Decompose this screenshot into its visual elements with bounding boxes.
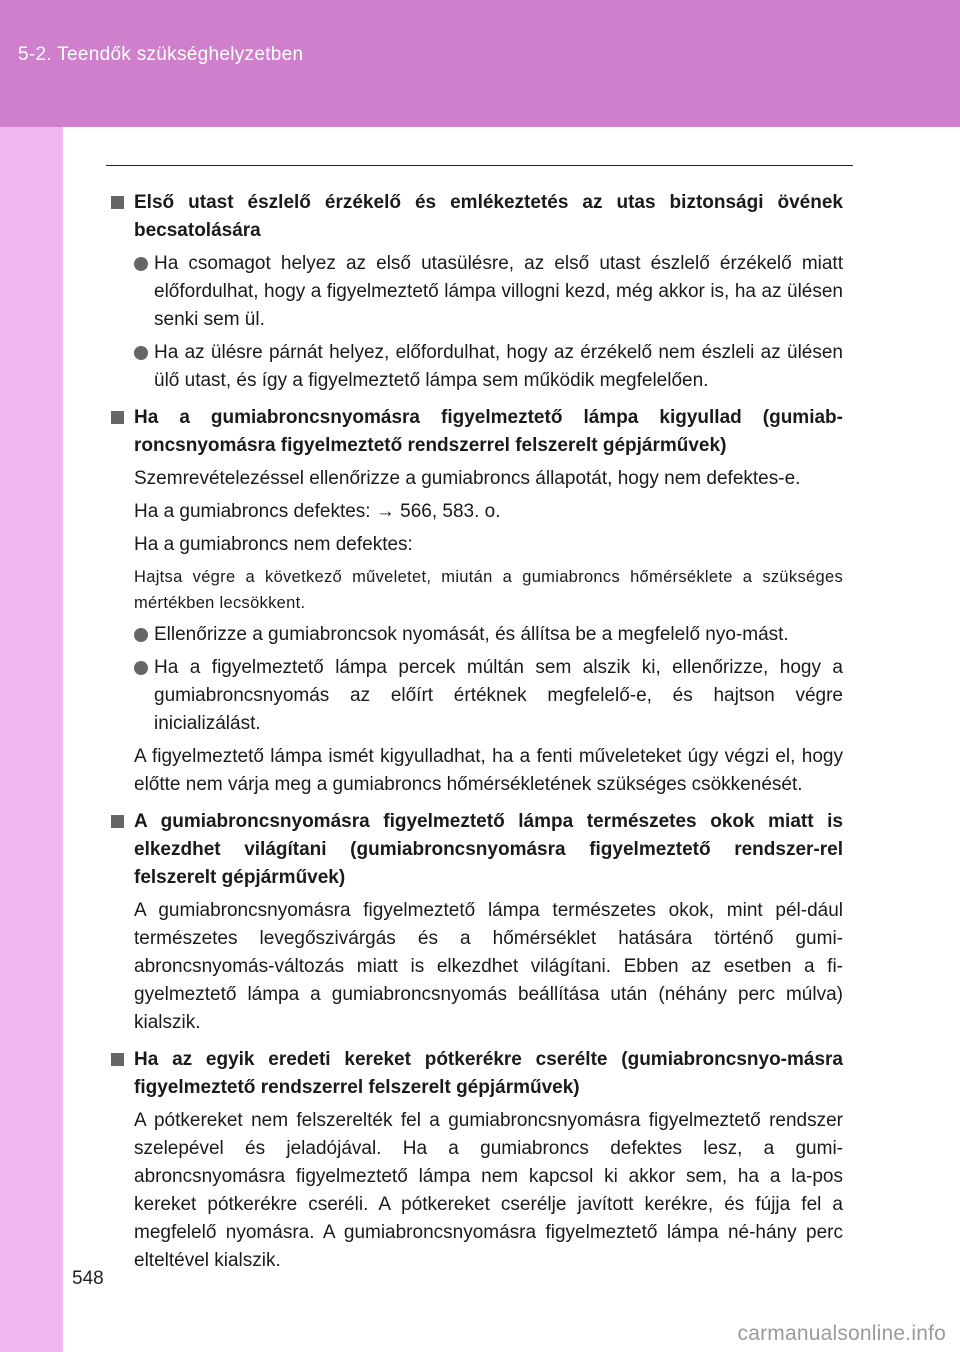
bullet-item [134,250,843,334]
bullet-text: Ha az ülésre párnát helyez, előfordulhat, hogy az érzékelő nem észleli az ülésen ülő utast, és így a figyelmeztető lámpa sem működik megfelelően. [154,342,843,391]
section-title: Ha a gumiabroncsnyomásra figyelmeztető lámpa kigyullad (gumiab-roncsnyomásra figyelmeztető rendszerrel felszerelt gépjárművek) [134,407,843,456]
round-bullet-icon [134,257,148,271]
bullet-item [134,339,843,395]
page-body [110,189,843,1284]
section-title: Ha az egyik eredeti kereket pótkerékre cserélte (gumiabroncsnyo-másra figyelmeztető rendszerrel felszerelt gépjárművek) [134,1049,843,1098]
section-title: A gumiabroncsnyomásra figyelmeztető lámpa természetes okok miatt is elkezdhet világítani (gumiabroncsnyomásra figyelmeztető rendszer-rel felszerelt gépjárművek) [134,811,843,888]
section-spare-wheel [110,1046,843,1275]
chapter-title: 5-2. Teendők szükséghelyzetben [18,44,304,65]
section-tpms-natural-causes [110,808,843,1037]
top-divider [106,165,853,166]
square-bullet-icon [111,1053,124,1066]
bullet-item [134,621,843,649]
paragraph-note: Hajtsa végre a következő műveletet, miután a gumiabroncs hőmérséklete a szükséges mértékben lecsökkent. [134,568,843,612]
bullet-text: Ellenőrizze a gumiabroncsok nyomását, és állítsa be a megfelelő nyo-mást. [154,624,789,645]
bullet-text: Ha csomagot helyez az első utasülésre, az első utast észlelő érzékelő miatt előfordulhat, hogy a figyelmeztető lámpa villogni kezd, még akkor is, ha az ülésen senki sem ül. [154,253,843,330]
square-bullet-icon [111,411,124,424]
paragraph-page-reference: Ha a gumiabroncs defektes: → 566, 583. o. [134,501,501,522]
paragraph: A figyelmeztető lámpa ismét kigyulladhat, ha a fenti műveleteket úgy végzi el, hogy előtte nem várja meg a gumiabroncs hőmérsékletének szükséges csökkenését. [134,746,843,795]
paragraph: Ha a gumiabroncs nem defektes: [134,534,413,555]
section-title: Első utast észlelő érzékelő és emlékeztetés az utas biztonsági övének becsatolására [134,192,843,241]
round-bullet-icon [134,346,148,360]
round-bullet-icon [134,661,148,675]
page-header [0,0,960,127]
section-tpms-light-on [110,404,843,799]
page-number: 548 [72,1268,104,1289]
square-bullet-icon [111,815,124,828]
section-passenger-sensor [110,189,843,395]
paragraph: Szemrevételezéssel ellenőrizze a gumiabroncs állapotát, hogy nem defektes-e. [134,468,801,489]
round-bullet-icon [134,628,148,642]
side-tab-strip [0,127,63,1352]
watermark: carmanualsonline.info [737,1322,946,1345]
bullet-text: Ha a figyelmeztető lámpa percek múltán sem alszik ki, ellenőrizze, hogy a gumiabroncsnyomás az előírt értéknek megfelelő-e, és hajtson végre inicializálást. [154,657,843,734]
square-bullet-icon [111,196,124,209]
paragraph: A gumiabroncsnyomásra figyelmeztető lámpa természetes okok, mint pél-dául természetes levegőszivárgás és a hőmérséklet hatására történő gumi-abroncsnyomás-változás miatt is elkezdhet világítani. Ebben az esetben a fi-gyelmeztető lámpa a gumiabroncsnyomás beállítása után (néhány perc múlva) kialszik. [134,900,843,1033]
paragraph: A pótkereket nem felszerelték fel a gumiabroncsnyomásra figyelmeztető rendszer szelepével és jeladójával. Ha a gumiabroncs defektes lesz, a gumi-abroncsnyomásra figyelmeztető lámpa nem kapcsol ki akkor sem, ha a la-pos kereket pótkerékre cseréli. A pótkereket cserélje javított kerékre, és fújja fel a megfelelő nyomásra. A gumiabroncsnyomásra figyelmeztető lámpa né-hány perc elteltével kialszik. [134,1110,843,1271]
bullet-item [134,654,843,738]
